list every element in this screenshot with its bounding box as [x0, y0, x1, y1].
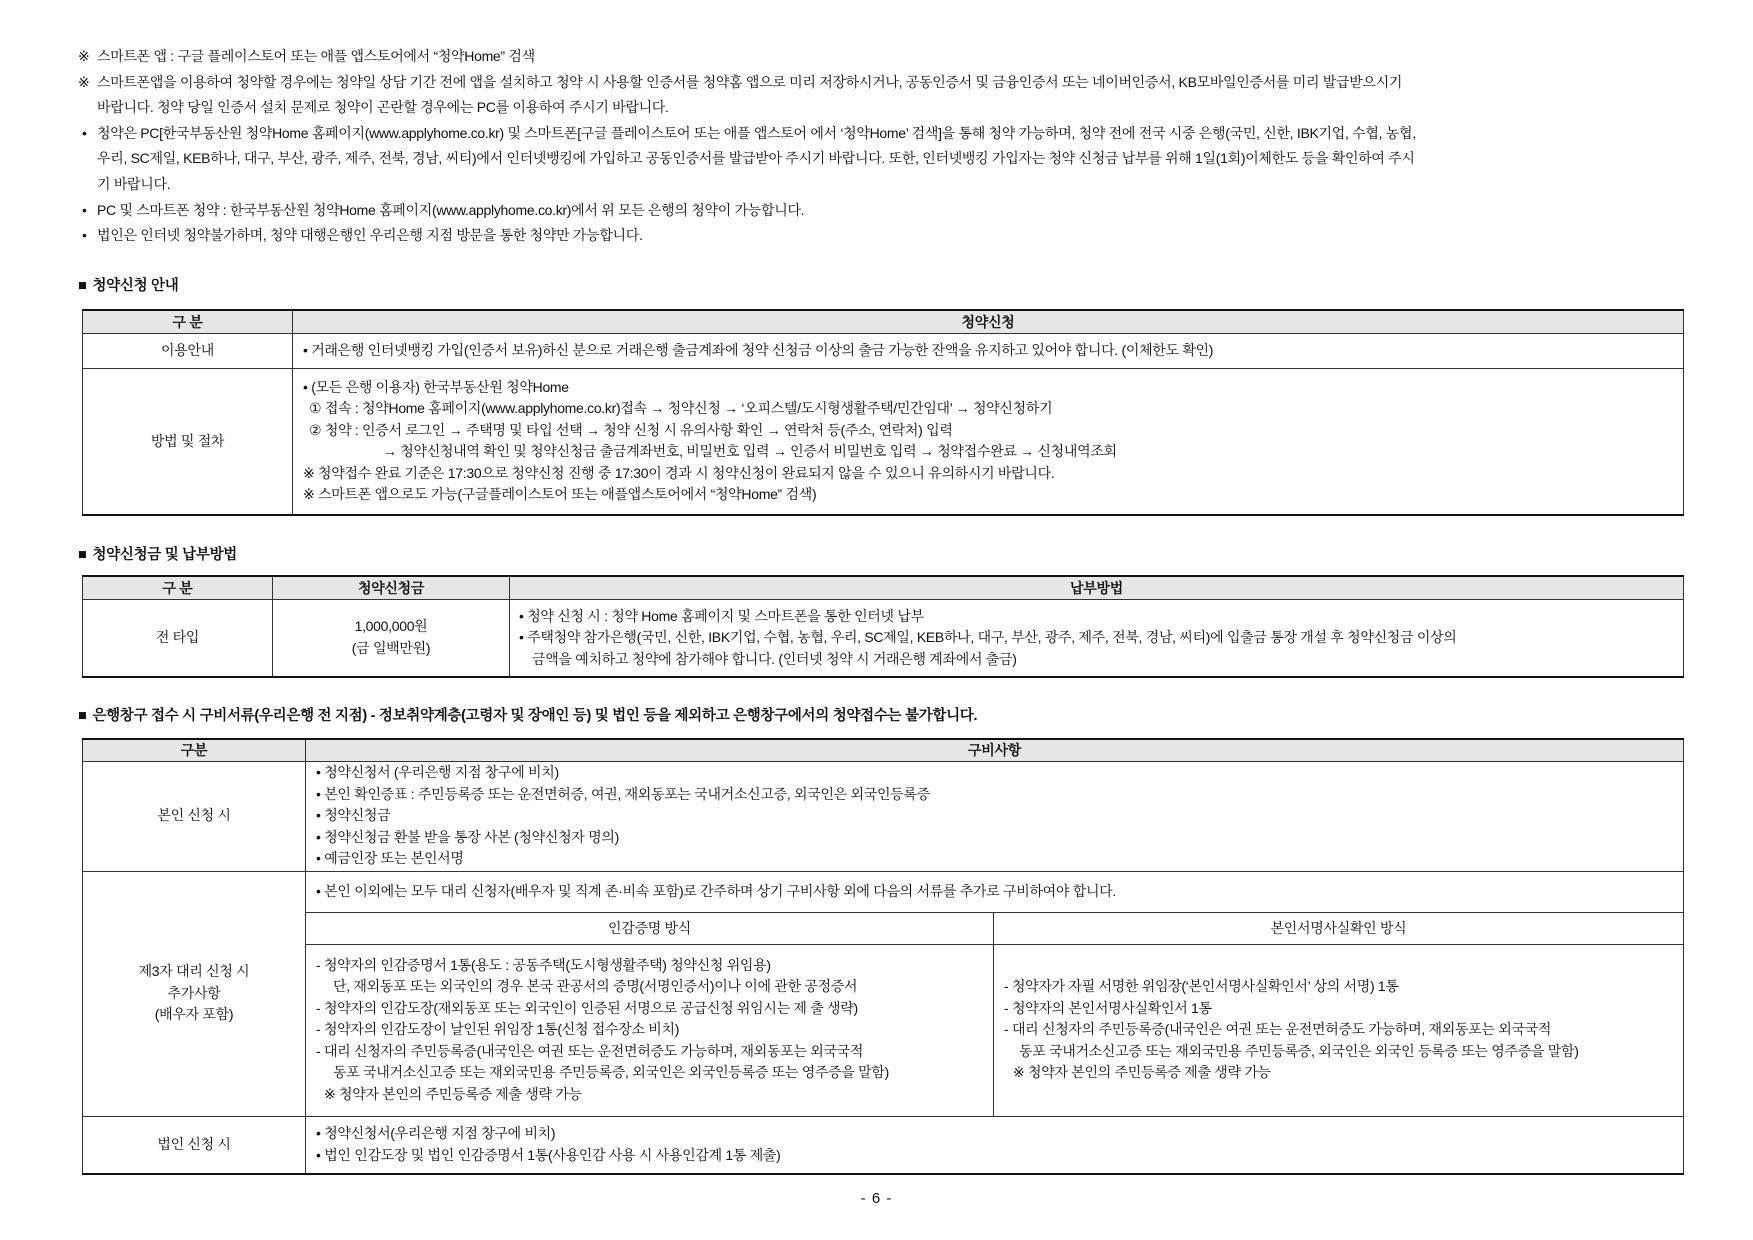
square-bullet-icon: ■ [78, 708, 87, 724]
proxy-intro-row [83, 871, 1684, 912]
table-header-row [83, 310, 1684, 333]
signature-method-header: 본인서명사실확인 방식 [994, 912, 1684, 944]
header-category: 구 분 [83, 576, 273, 599]
note-item [78, 44, 1688, 70]
reference-mark: ※ [78, 73, 90, 90]
proxy-method-content-row [83, 944, 1684, 1116]
proxy-intro-text: • 본인 이외에는 모두 대리 신청자(배우자 및 직계 존·비속 포함)로 간주하며 상기 구비사항 외에 다음의 서류를 추가로 구비하여야 합니다. [316, 882, 1116, 899]
section-heading-required-documents [78, 706, 1688, 726]
corporate-application-cell [306, 1116, 1684, 1174]
self-application-row [83, 761, 1684, 871]
self-application-cell [306, 761, 1684, 871]
note-text [97, 223, 1688, 249]
square-bullet-icon: ■ [78, 278, 87, 294]
payment-line-continued: 금액을 예치하고 청약에 참가해야 합니다. (인터넷 청약 시 거래은행 계좌에서 출금) [532, 650, 1017, 667]
list-item: • 청약신청금 환불 받을 통장 사본 (청약신청자 명의) [316, 828, 619, 845]
heading-text: 청약신청금 및 납부방법 [92, 547, 237, 563]
table-header-row [83, 576, 1684, 599]
signature-method-cell [994, 944, 1684, 1116]
note-line: 청약은 PC[한국부동산원 청약Home 홈페이지(www.applyhome.co.kr) 및 스마트폰[구글 플레이스토어 또는 애플 앱스토어 에서 ‘청약Home’ 검색]을 통해 청약 가능하며, 청약 전에 전국 시중 은행(국민, 신한, IBK기업, 수협, 농협, [97, 124, 1416, 141]
procedure-cell [293, 368, 1684, 515]
note-line: PC 및 스마트폰 청약 : 한국부동산원 청약Home 홈페이지(www.applyhome.co.kr)에서 위 모든 은행의 청약이 가능합니다. [97, 201, 805, 218]
header-requirements: 구비사항 [306, 739, 1684, 761]
proxy-label-line: 추가사항 [167, 984, 221, 1001]
procedure-note: ※ 스마트폰 앱으로도 가능(구글플레이스토어 또는 애플앱스토어에서 “청약Home” 검색) [303, 486, 817, 503]
procedure-row [83, 368, 1684, 515]
list-item: - 청약자의 인감도장(재외동포 또는 외국인이 인증된 서명으로 공급신청 위임시는 제 출 생략) [316, 999, 858, 1016]
note-line: 법인은 인터넷 청약불가하며, 청약 대행은행인 우리은행 지점 방문을 통한 청약만 가능합니다. [97, 227, 643, 244]
list-item: • 청약신청금 [316, 807, 391, 824]
deposit-table [82, 575, 1684, 678]
list-item: - 대리 신청자의 주민등록증(내국인은 여권 또는 운전면허증도 가능하며, 재외동포는 외국국적 [316, 1042, 864, 1059]
note-item [78, 70, 1688, 121]
list-item: - 청약자의 인감도장이 날인된 위임장 1통(신청 접수장소 비치) [316, 1021, 680, 1038]
note-item [78, 223, 1688, 249]
list-item: - 청약자의 본인서명사실확인서 1통 [1004, 999, 1212, 1016]
note-line: 스마트폰앱을 이용하여 청약할 경우에는 청약일 상담 기간 전에 앱을 설치하고 청약 시 사용할 인증서를 청약홈 앱으로 미리 저장하시거나, 공동인증서 및 금융인증서 또는 네이버인증서, KB모바일인증서를 미리 발급받으시기 [97, 73, 1403, 90]
note-item [78, 198, 1688, 224]
table-header-row [83, 739, 1684, 761]
list-item: - 대리 신청자의 주민등록증(내국인은 여권 또는 운전면허증도 가능하며, 재외동포는 외국국적 [1004, 1021, 1552, 1038]
list-item-continued: 동포 국내거소신고증 또는 재외국민용 주민등록증, 외국인은 외국인등록증 또는 영주증을 말함) [333, 1064, 889, 1081]
application-guide-table [82, 309, 1684, 516]
procedure-label: 방법 및 절차 [83, 368, 293, 515]
proxy-intro-cell [306, 871, 1684, 912]
procedure-step-access: ① 접속 : 청약Home 홈페이지(www.applyhome.co.kr)접속 → 청약신청 → ‘오피스텔/도시형생활주택/민간임대’ → 청약신청하기 [309, 400, 1053, 417]
bullet-marker: • [82, 201, 87, 218]
amount-cell [273, 599, 510, 677]
heading-text: 청약신청 안내 [92, 278, 179, 294]
usage-cell [293, 333, 1684, 368]
amount-value: 1,000,000원 [354, 618, 428, 635]
seal-method-cell [306, 944, 994, 1116]
bullet-marker: • [82, 124, 87, 141]
corporate-application-label: 법인 신청 시 [83, 1116, 306, 1174]
list-item: - 청약자의 인감증명서 1통(용도 : 공동주택(도시형생활주택) 청약신청 위임용) [316, 956, 771, 973]
proxy-application-label [83, 871, 306, 1116]
procedure-step-apply: ② 청약 : 인증서 로그인 → 주택명 및 타입 선택 → 청약 신청 시 유의사항 확인 → 연락처 등(주소, 연락처) 입력 [309, 421, 953, 438]
note-text [97, 198, 1688, 224]
note-line: 바랍니다. 청약 당일 인증서 설치 문제로 청약이 곤란할 경우에는 PC를 이용하여 주시기 바랍니다. [97, 99, 669, 116]
self-application-label: 본인 신청 시 [83, 761, 306, 871]
procedure-note: ※ 청약접수 완료 기준은 17:30으로 청약신청 진행 중 17:30이 경과 시 청약신청이 완료되지 않을 수 있으니 유의하시기 바랍니다. [303, 464, 1055, 481]
header-application: 청약신청 [293, 310, 1684, 333]
payment-method-cell [510, 599, 1684, 677]
list-item-continued: 동포 국내거소신고증 또는 재외국민용 주민등록증, 외국인은 외국인 등록증 또는 영주증을 말함) [1019, 1042, 1579, 1059]
note-line: 기 바랍니다. [97, 175, 171, 192]
usage-text: • 거래은행 인터넷뱅킹 가입(인증서 보유)하신 분으로 거래은행 출금계좌에 청약 신청금 이상의 출금 가능한 잔액을 유지하고 있어야 합니다. (이체한도 확인) [303, 341, 1214, 358]
note-text [97, 70, 1688, 121]
list-item: • 법인 인감도장 및 법인 인감증명서 1통(사용인감 사용 시 사용인감계 1통 제출) [316, 1146, 781, 1163]
amount-in-words: (금 일백만원) [351, 639, 431, 656]
header-category: 구분 [83, 739, 306, 761]
payment-line: • 주택청약 참가은행(국민, 신한, IBK기업, 수협, 농협, 우리, SC제일, KEB하나, 대구, 부산, 광주, 제주, 전북, 경남, 씨티)에 입출금 통장 개설 후 청약신청금 이상의 [519, 629, 1457, 645]
note-item [78, 121, 1688, 198]
note-text [97, 121, 1688, 198]
seal-method-header: 인감증명 방식 [306, 912, 994, 944]
heading-text: 은행창구 접수 시 구비서류(우리은행 전 지점) - 정보취약계층(고령자 및 장애인 등) 및 법인 등을 제외하고 은행창구에서의 청약접수는 불가합니다. [92, 708, 978, 724]
deposit-row [83, 599, 1684, 677]
header-payment-method: 납부방법 [510, 576, 1684, 599]
list-item: • 본인 확인증표 : 주민등록증 또는 운전면허증, 여권, 재외동포는 국내거소신고증, 외국인은 외국인등록증 [316, 785, 930, 802]
list-note: ※ 청약자 본인의 주민등록증 제출 생략 가능 [1013, 1064, 1271, 1081]
usage-label: 이용안내 [83, 333, 293, 368]
usage-row [83, 333, 1684, 368]
square-bullet-icon: ■ [78, 547, 87, 563]
reference-mark: ※ [78, 48, 90, 64]
list-item-continued: 단, 재외동포 또는 외국인의 경우 본국 관공서의 증명(서명인증서)이나 이에 관한 공정증서 [333, 978, 858, 995]
note-text [97, 44, 1688, 70]
list-note: ※ 청약자 본인의 주민등록증 제출 생략 가능 [324, 1085, 582, 1102]
bullet-marker: • [82, 227, 87, 244]
type-label: 전 타입 [83, 599, 273, 677]
header-amount: 청약신청금 [273, 576, 510, 599]
proxy-label-line: (배우자 포함) [154, 1006, 234, 1023]
proxy-label-line: 제3자 대리 신청 시 [138, 963, 250, 980]
note-line: 스마트폰 앱 : 구글 플레이스토어 또는 애플 앱스토어에서 “청약Home” 검색 [97, 48, 535, 64]
list-item: • 청약신청서 (우리은행 지점 창구에 비치) [316, 764, 559, 781]
notes-section [78, 44, 1688, 249]
section-heading-application-guide [78, 276, 1688, 296]
proxy-method-header-row [83, 912, 1684, 944]
header-category: 구 분 [83, 310, 293, 333]
note-line: 우리, SC제일, KEB하나, 대구, 부산, 광주, 제주, 전북, 경남, 씨티)에서 인터넷뱅킹에 가입하고 공동인증서를 발급받아 주시기 바랍니다. 또한, 인터넷뱅킹 가입자는 청약 신청금 납부를 위해 1일(1회)이체한도 등을 확인하여 주시 [97, 150, 1415, 167]
procedure-step-continued: → 청약신청내역 확인 및 청약신청금 출금계좌번호, 비밀번호 입력 → 인증서 비밀번호 입력 → 청약접수완료 → 신청내역조회 [383, 443, 1117, 460]
page-number: - 6 - [860, 1190, 893, 1207]
list-item: - 청약자가 자필 서명한 위임장(‘본인서명사실확인서’ 상의 서명) 1통 [1004, 978, 1399, 995]
required-documents-table [82, 738, 1684, 1175]
corporate-application-row [83, 1116, 1684, 1174]
section-heading-deposit [78, 545, 1688, 565]
list-item: • 예금인장 또는 본인서명 [316, 850, 464, 867]
payment-line: • 청약 신청 시 : 청약 Home 홈페이지 및 스마트폰을 통한 인터넷 납부 [519, 607, 924, 624]
list-item: • 청약신청서(우리은행 지점 창구에 비치) [316, 1125, 556, 1142]
procedure-line: • (모든 은행 이용자) 한국부동산원 청약Home [303, 378, 569, 395]
